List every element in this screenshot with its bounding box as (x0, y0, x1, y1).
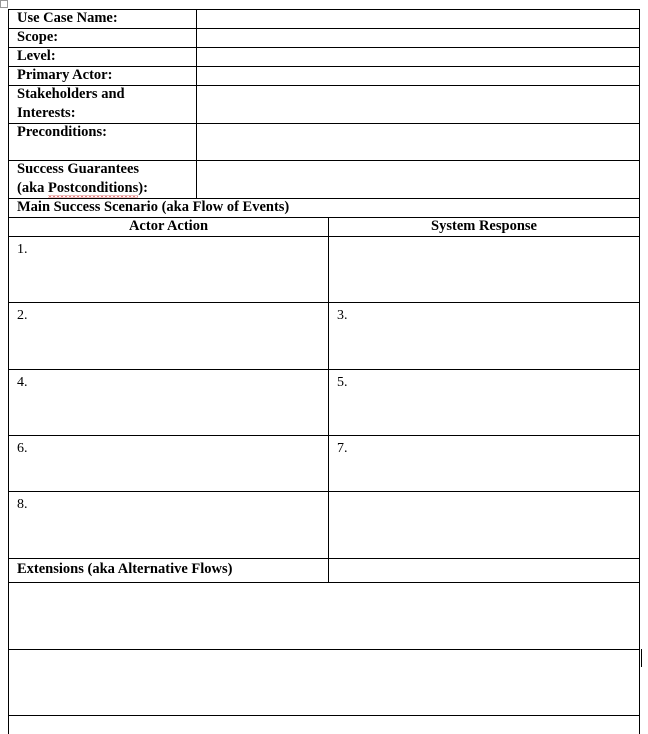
stakeholders-label-line2: Interests: (17, 105, 76, 121)
success-guarantees-line1: Success Guarantees (17, 161, 140, 177)
success-prefix: (aka (17, 180, 49, 196)
level-field[interactable] (197, 48, 639, 66)
scope-label: Scope: (17, 29, 59, 45)
use-case-name-label: Use Case Name: (17, 10, 118, 26)
extensions-title: Extensions (aka Alternative Flows) (17, 561, 233, 577)
primary-actor-label: Primary Actor: (17, 67, 113, 83)
actor-action-header: Actor Action (128, 218, 209, 234)
actor-step-cell[interactable]: 4. (17, 375, 28, 390)
spelling-error-underline[interactable]: Postconditions (48, 180, 139, 196)
table-move-handle[interactable] (0, 0, 8, 8)
system-step-cell[interactable]: 7. (337, 441, 348, 456)
extension-row[interactable] (9, 650, 639, 715)
actor-step-cell[interactable]: 6. (17, 441, 28, 456)
main-scenario-title: Main Success Scenario (aka Flow of Events) (17, 199, 290, 215)
level-label: Level: (17, 48, 56, 64)
system-step-cell[interactable] (329, 237, 639, 302)
actor-step-cell[interactable]: 1. (17, 242, 28, 257)
use-case-name-field[interactable] (197, 10, 639, 28)
scope-field[interactable] (197, 29, 639, 47)
success-suffix: ): (138, 180, 148, 196)
stakeholders-label-line1: Stakeholders and (17, 86, 125, 102)
extension-row[interactable] (9, 716, 639, 734)
stakeholders-label (9, 85, 196, 123)
stakeholders-field[interactable] (197, 86, 639, 123)
system-step-cell[interactable]: 5. (337, 375, 348, 390)
actor-step-cell[interactable]: 8. (17, 497, 28, 512)
primary-actor-field[interactable] (197, 67, 639, 85)
system-response-header: System Response (431, 218, 537, 234)
extensions-header-field[interactable] (329, 559, 639, 582)
success-guarantees-line2 (17, 179, 196, 198)
preconditions-field[interactable] (197, 124, 639, 160)
extension-row[interactable] (9, 583, 639, 649)
success-guarantees-label (9, 160, 196, 198)
system-step-cell[interactable] (329, 492, 639, 558)
system-step-cell[interactable]: 3. (337, 308, 348, 323)
actor-step-cell[interactable]: 2. (17, 308, 28, 323)
preconditions-label: Preconditions: (17, 124, 107, 140)
success-guarantees-field[interactable] (197, 161, 639, 198)
